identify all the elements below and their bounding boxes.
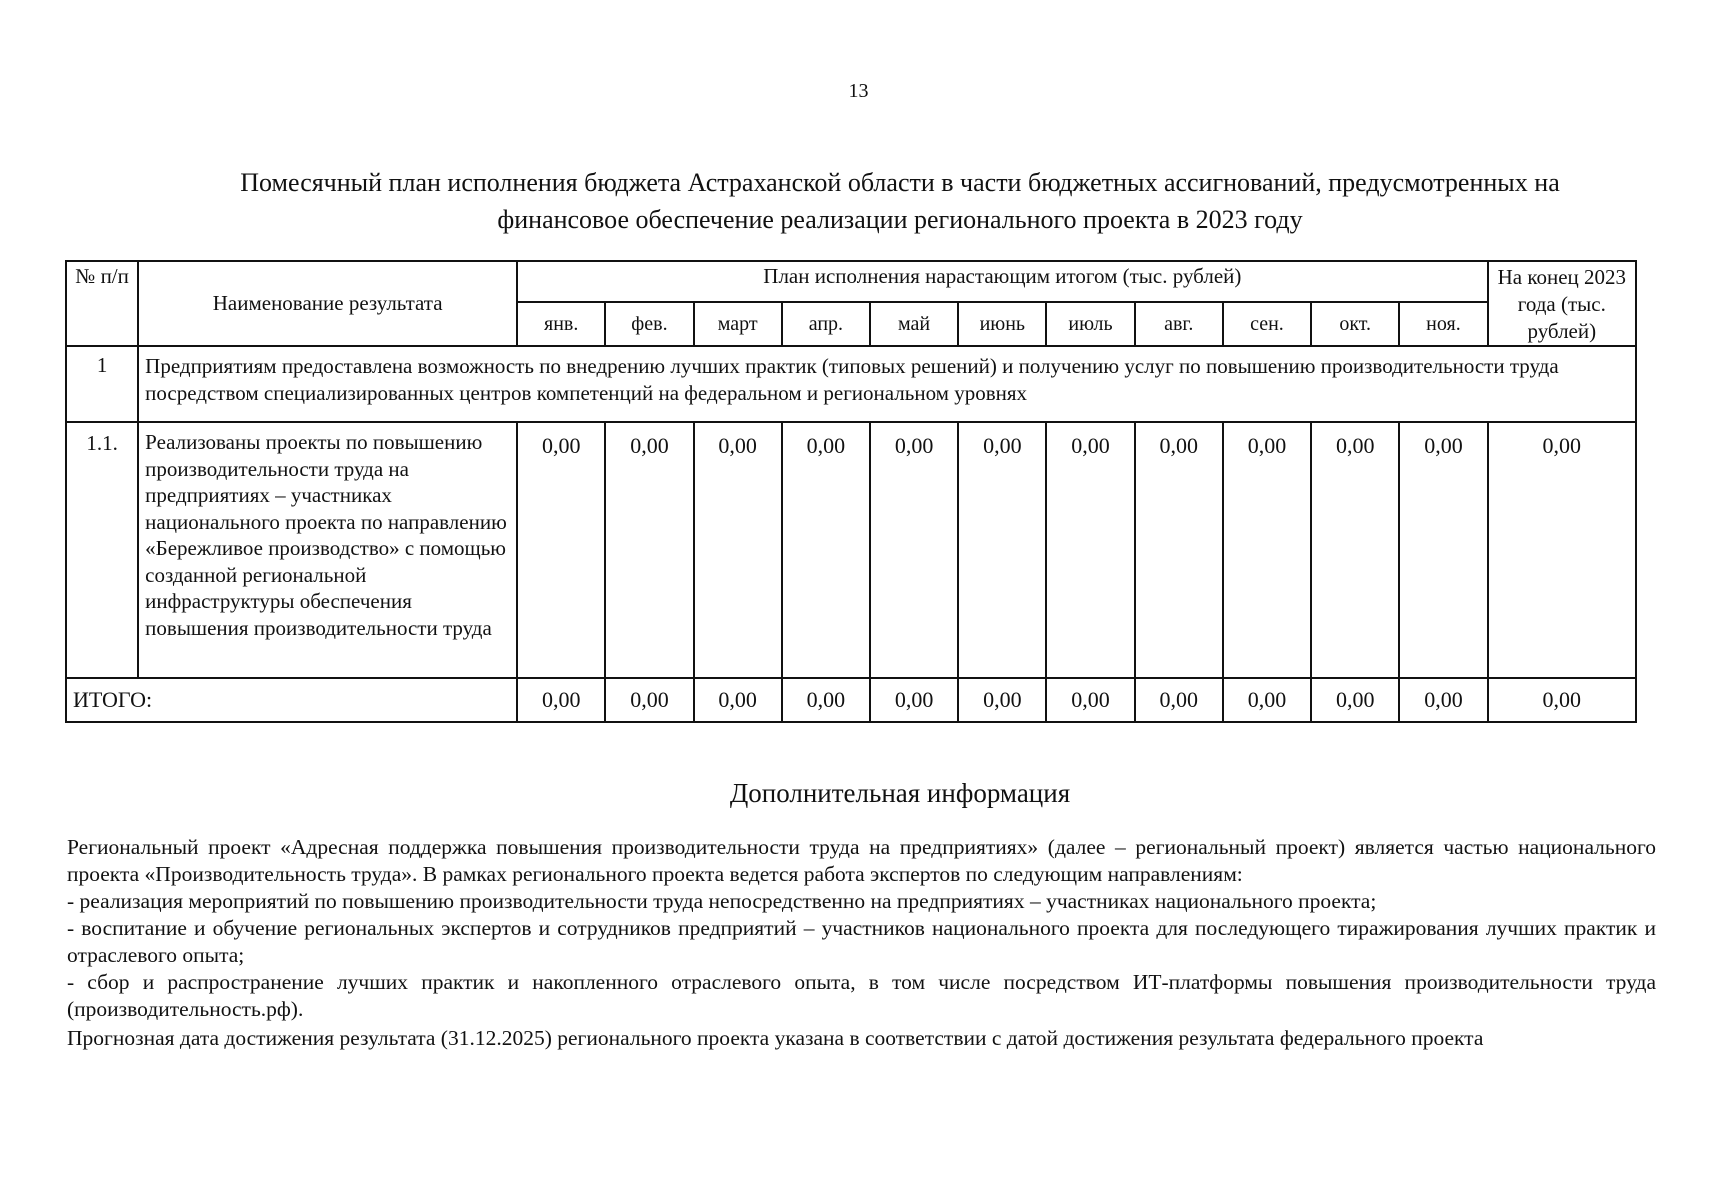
total-label: ИТОГО: bbox=[66, 678, 517, 722]
total-value: 0,00 bbox=[1399, 678, 1487, 722]
result-row bbox=[66, 422, 1636, 678]
section-row bbox=[66, 346, 1636, 422]
month-header: фев. bbox=[605, 302, 693, 346]
info-list-item: - воспитание и обучение региональных экспертов и сотрудников предприятий – участников национального проекта для последующего тиражирования лучших практик и отраслевого опыта; bbox=[67, 916, 1656, 967]
result-value-end: 0,00 bbox=[1488, 422, 1636, 678]
total-value: 0,00 bbox=[958, 678, 1046, 722]
section-text: Предприятиям предоставлена возможность по внедрению лучших практик (типовых решений) и получению услуг по повышению производительности труда посредством специализированных центров компетенций на федеральном и региональном уровнях bbox=[138, 346, 1636, 422]
total-value: 0,00 bbox=[1311, 678, 1399, 722]
month-header: март bbox=[694, 302, 782, 346]
result-value: 0,00 bbox=[1135, 422, 1223, 678]
total-value: 0,00 bbox=[517, 678, 605, 722]
result-value: 0,00 bbox=[694, 422, 782, 678]
header-row bbox=[66, 261, 1636, 302]
total-row bbox=[66, 678, 1636, 722]
total-value: 0,00 bbox=[694, 678, 782, 722]
page-number: 13 bbox=[848, 80, 869, 102]
total-value: 0,00 bbox=[782, 678, 870, 722]
month-header: авг. bbox=[1135, 302, 1223, 346]
month-header: окт. bbox=[1311, 302, 1399, 346]
result-value: 0,00 bbox=[870, 422, 958, 678]
month-header: июль bbox=[1046, 302, 1134, 346]
result-name: Реализованы проекты по повышению производительности труда на предприятиях – участниках национального проекта по направлению «Бережливое производство» с помощью созданной региональной инфраструктуры обеспечения повышения производительности труда bbox=[138, 422, 517, 678]
month-header: апр. bbox=[782, 302, 870, 346]
month-header: янв. bbox=[517, 302, 605, 346]
month-header: июнь bbox=[958, 302, 1046, 346]
result-value: 0,00 bbox=[1046, 422, 1134, 678]
result-value: 0,00 bbox=[1399, 422, 1487, 678]
result-value: 0,00 bbox=[958, 422, 1046, 678]
info-paragraph: Прогнозная дата достижения результата (31.12.2025) регионального проекта указана в соответствии с датой достижения результата федерального проекта bbox=[67, 1026, 1484, 1050]
result-value: 0,00 bbox=[782, 422, 870, 678]
total-value: 0,00 bbox=[1223, 678, 1311, 722]
document-title bbox=[150, 164, 1650, 238]
month-header: май bbox=[870, 302, 958, 346]
budget-plan-table bbox=[65, 260, 1637, 723]
title-line-1: Помесячный план исполнения бюджета Астраханской области в части бюджетных ассигнований, предусмотренных на bbox=[240, 168, 1560, 197]
info-paragraph: Региональный проект «Адресная поддержка повышения производительности труда на предприятиях» (далее – региональный проект) является частью национального проекта «Производительность труда». В рамках регионального проекта ведется работа экспертов по следующим направлениям: bbox=[67, 835, 1656, 886]
result-value: 0,00 bbox=[1311, 422, 1399, 678]
info-list-item: - реализация мероприятий по повышению производительности труда непосредственно на предприятиях – участниках национального проекта; bbox=[67, 889, 1377, 913]
total-value-end: 0,00 bbox=[1488, 678, 1636, 722]
header-num: № п/п bbox=[66, 261, 138, 346]
total-value: 0,00 bbox=[605, 678, 693, 722]
result-value: 0,00 bbox=[1223, 422, 1311, 678]
header-name: Наименование результата bbox=[138, 261, 517, 346]
result-num: 1.1. bbox=[66, 422, 138, 678]
month-header: сен. bbox=[1223, 302, 1311, 346]
info-heading: Дополнительная информация bbox=[729, 778, 1071, 808]
header-end-of-year: На конец 2023 года (тыс. рублей) bbox=[1488, 261, 1636, 346]
info-list-item: - сбор и распространение лучших практик и накопленного отраслевого опыта, в том числе посредством ИТ-платформы повышения производительности труда (производительность.рф). bbox=[67, 970, 1656, 1021]
total-value: 0,00 bbox=[1046, 678, 1134, 722]
result-value: 0,00 bbox=[605, 422, 693, 678]
month-header: ноя. bbox=[1399, 302, 1487, 346]
total-value: 0,00 bbox=[870, 678, 958, 722]
title-line-2: финансовое обеспечение реализации регионального проекта в 2023 году bbox=[497, 205, 1303, 234]
header-plan: План исполнения нарастающим итогом (тыс. рублей) bbox=[517, 261, 1487, 302]
info-text bbox=[67, 834, 1656, 1053]
section-num: 1 bbox=[66, 346, 138, 422]
total-value: 0,00 bbox=[1135, 678, 1223, 722]
result-value: 0,00 bbox=[517, 422, 605, 678]
